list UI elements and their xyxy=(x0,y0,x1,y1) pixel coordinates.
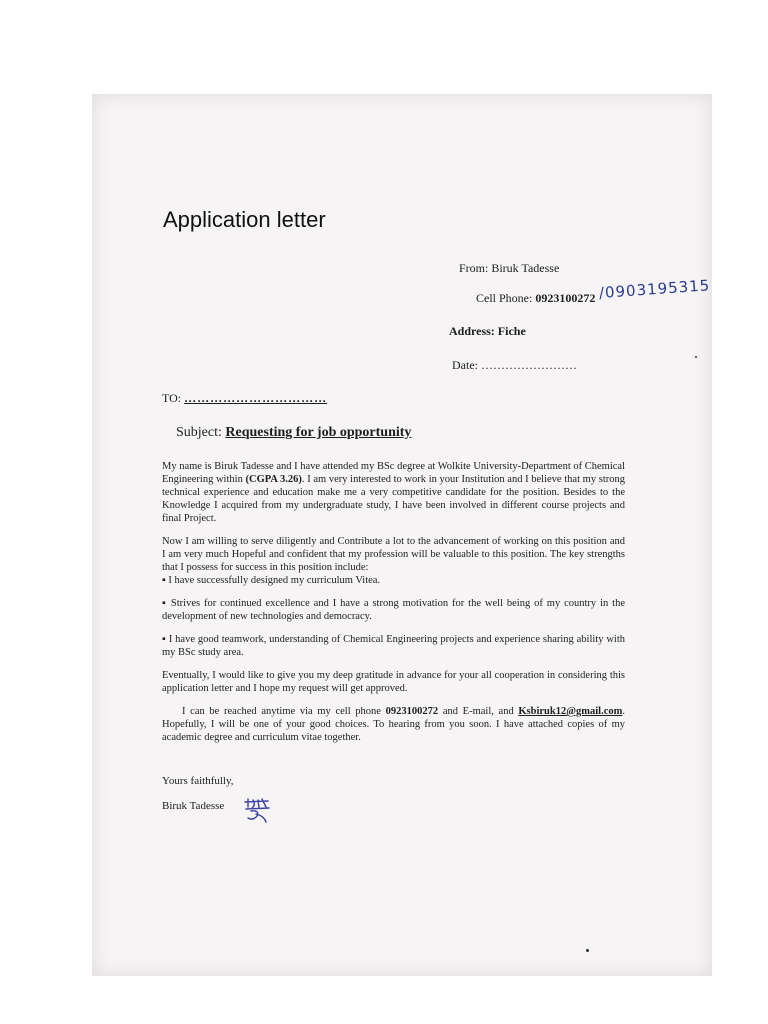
subject-line xyxy=(176,425,411,441)
signer-name: Biruk Tadesse xyxy=(162,800,225,812)
contact-text-mid: and E-mail, and xyxy=(438,706,519,717)
paragraph-contact xyxy=(162,705,625,744)
recipient-label: TO: xyxy=(162,391,185,405)
subject-text: Requesting for job opportunity xyxy=(225,425,412,440)
recipient-line xyxy=(162,391,327,406)
letter-title: Application letter xyxy=(163,207,326,232)
sender-name: From: Biruk Tadesse xyxy=(459,261,560,275)
cell-phone-label: Cell Phone: xyxy=(476,291,536,305)
intro-text: My name is Biruk Tadesse and I have attended my BSc degree at Wolkite University-Department of Chemical Engineering within xyxy=(162,461,625,485)
cell-phone-line xyxy=(476,291,595,306)
paragraph-gratitude: Eventually, I would like to give you my deep gratitude in advance for your all cooperation in considering this application letter and I hope my request will get approved. xyxy=(162,670,625,694)
speck-mark xyxy=(695,356,697,358)
bullet-teamwork: ▪ I have good teamwork, understanding of Chemical Engineering projects and experience sharing ability with my BSc study area. xyxy=(162,634,625,658)
bullet-excellence: ▪ Strives for continued excellence and I have a strong motivation for the well being of my country in the development of new technologies and democracy. xyxy=(162,598,625,622)
cgpa-value: (CGPA 3.26) xyxy=(245,474,302,485)
subject-label: Subject: xyxy=(176,425,226,440)
recipient-blank: …………………………… xyxy=(184,391,328,405)
date-line: Date: …………………… xyxy=(452,358,577,372)
closing: Yours faithfully, xyxy=(162,775,234,787)
bullet-cv: ▪ I have successfully designed my curriculum Vitea. xyxy=(162,575,381,586)
contact-text: I can be reached anytime via my cell phone xyxy=(182,706,386,717)
signature-icon xyxy=(242,796,272,824)
intro-text-continued: . I am very interested to work in your Institution and I believe that my strong technical experience and education make me a very competitive candidate for the position. Besides to the Knowledge I acquired from my undergraduate study, I have been involved in different course projects and final Project. xyxy=(162,474,625,524)
paragraph-introduction xyxy=(162,460,625,525)
paragraph-strengths: Now I am willing to serve diligently and Contribute a lot to the advancement of working on this position and I am very much Hopeful and confident that my profession will be valuable to this position. The key strengths that I possess for success in this position include: xyxy=(162,536,625,573)
contact-text-end: . Hopefully, I will be one of your good choices. To hearing from you soon. I have attached copies of my academic degree and curriculum vitae together. xyxy=(162,706,625,743)
cell-phone-number: 0923100272 xyxy=(535,291,596,305)
handwritten-phone: /0903195315 xyxy=(598,276,711,302)
contact-email: Ksbiruk12@gmail.com xyxy=(518,706,623,717)
contact-phone: 0923100272 xyxy=(385,706,439,717)
letter-body xyxy=(162,460,625,754)
speck-mark xyxy=(586,949,589,952)
sender-address: Address: Fiche xyxy=(449,324,526,338)
